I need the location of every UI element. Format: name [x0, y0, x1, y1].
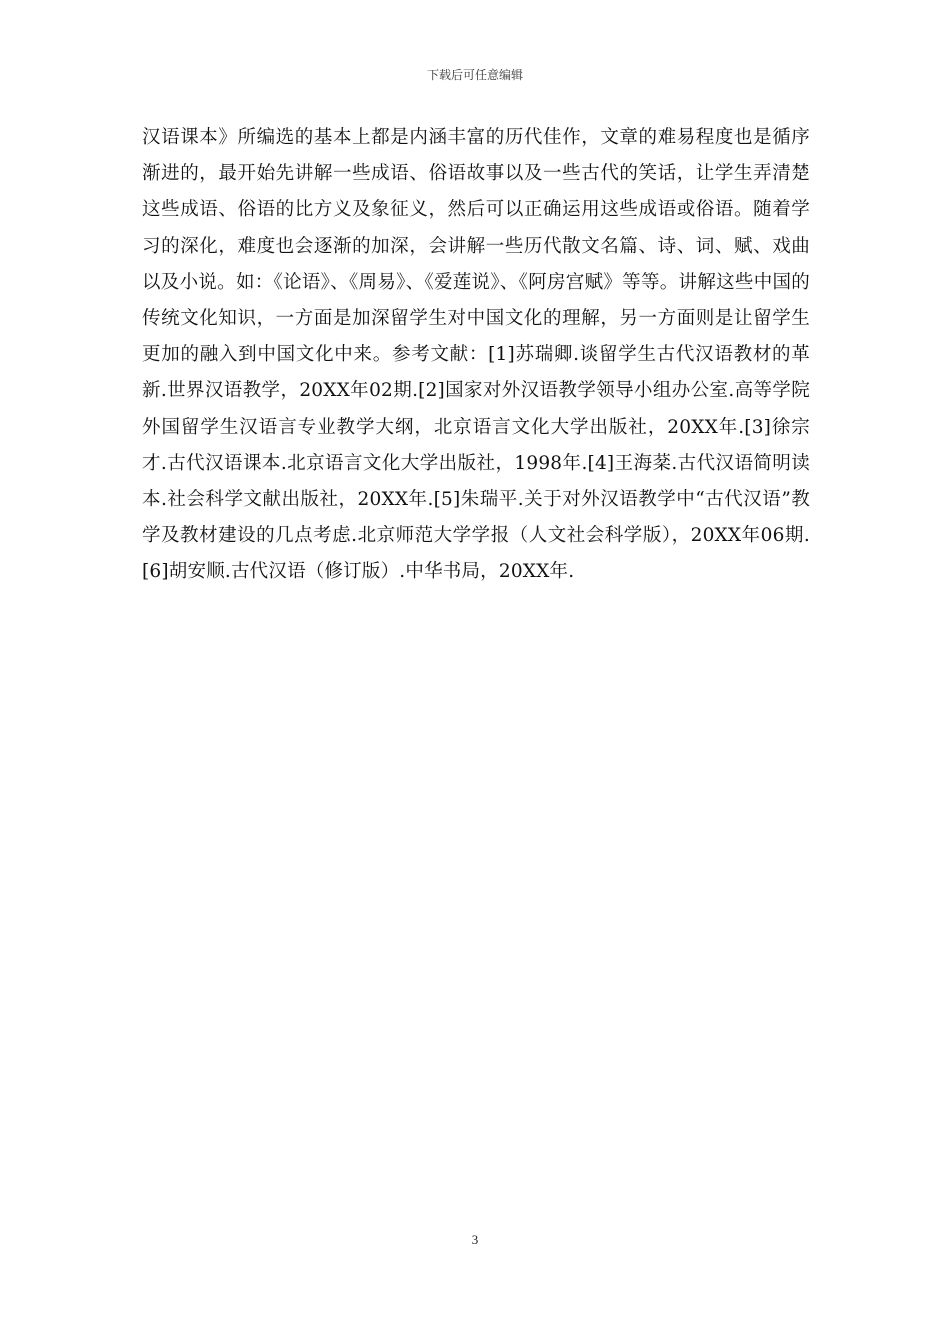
- page-header: 下载后可任意编辑: [426, 68, 523, 82]
- page-number: 3: [471, 1232, 479, 1247]
- body-paragraph: 汉语课本》所编选的基本上都是内涵丰富的历代佳作，文章的难易程度也是循序渐进的，最开始先讲解一些成语、俗语故事以及一些古代的笑话，让学生弄清楚这些成语、俗语的比方义及象征义，然后可以正确运用这些成语或俗语。随着学习的深化，难度也会逐渐的加深，会讲解一些历代散文名篇、诗、词、赋、戏曲以及小说。如：《论语》、《周易》、《爱莲说》、《阿房宫赋》等等。讲解这些中国的传统文化知识，一方面是加深留学生对中国文化的理解，另一方面则是让留学生更加的融入到中国文化中来。参考文献：[1]苏瑞卿.谈留学生古代汉语教材的革新.世界汉语教学，20XX年02期.[2]国家对外汉语教学领导小组办公室.高等学院外国留学生汉语言专业教学大纲，北京语言文化大学出版社，20XX年.[3]徐宗才.古代汉语课本.北京语言文化大学出版社，1998年.[4]王海棻.古代汉语简明读本.社会科学文献出版社，20XX年.[5]朱瑞平.关于对外汉语教学中“古代汉语”教学及教材建设的几点考虑.北京师范大学学报（人文社会科学版），20XX年06期.[6]胡安顺.古代汉语（修订版）.中华书局，20XX年.: [142, 127, 810, 583]
